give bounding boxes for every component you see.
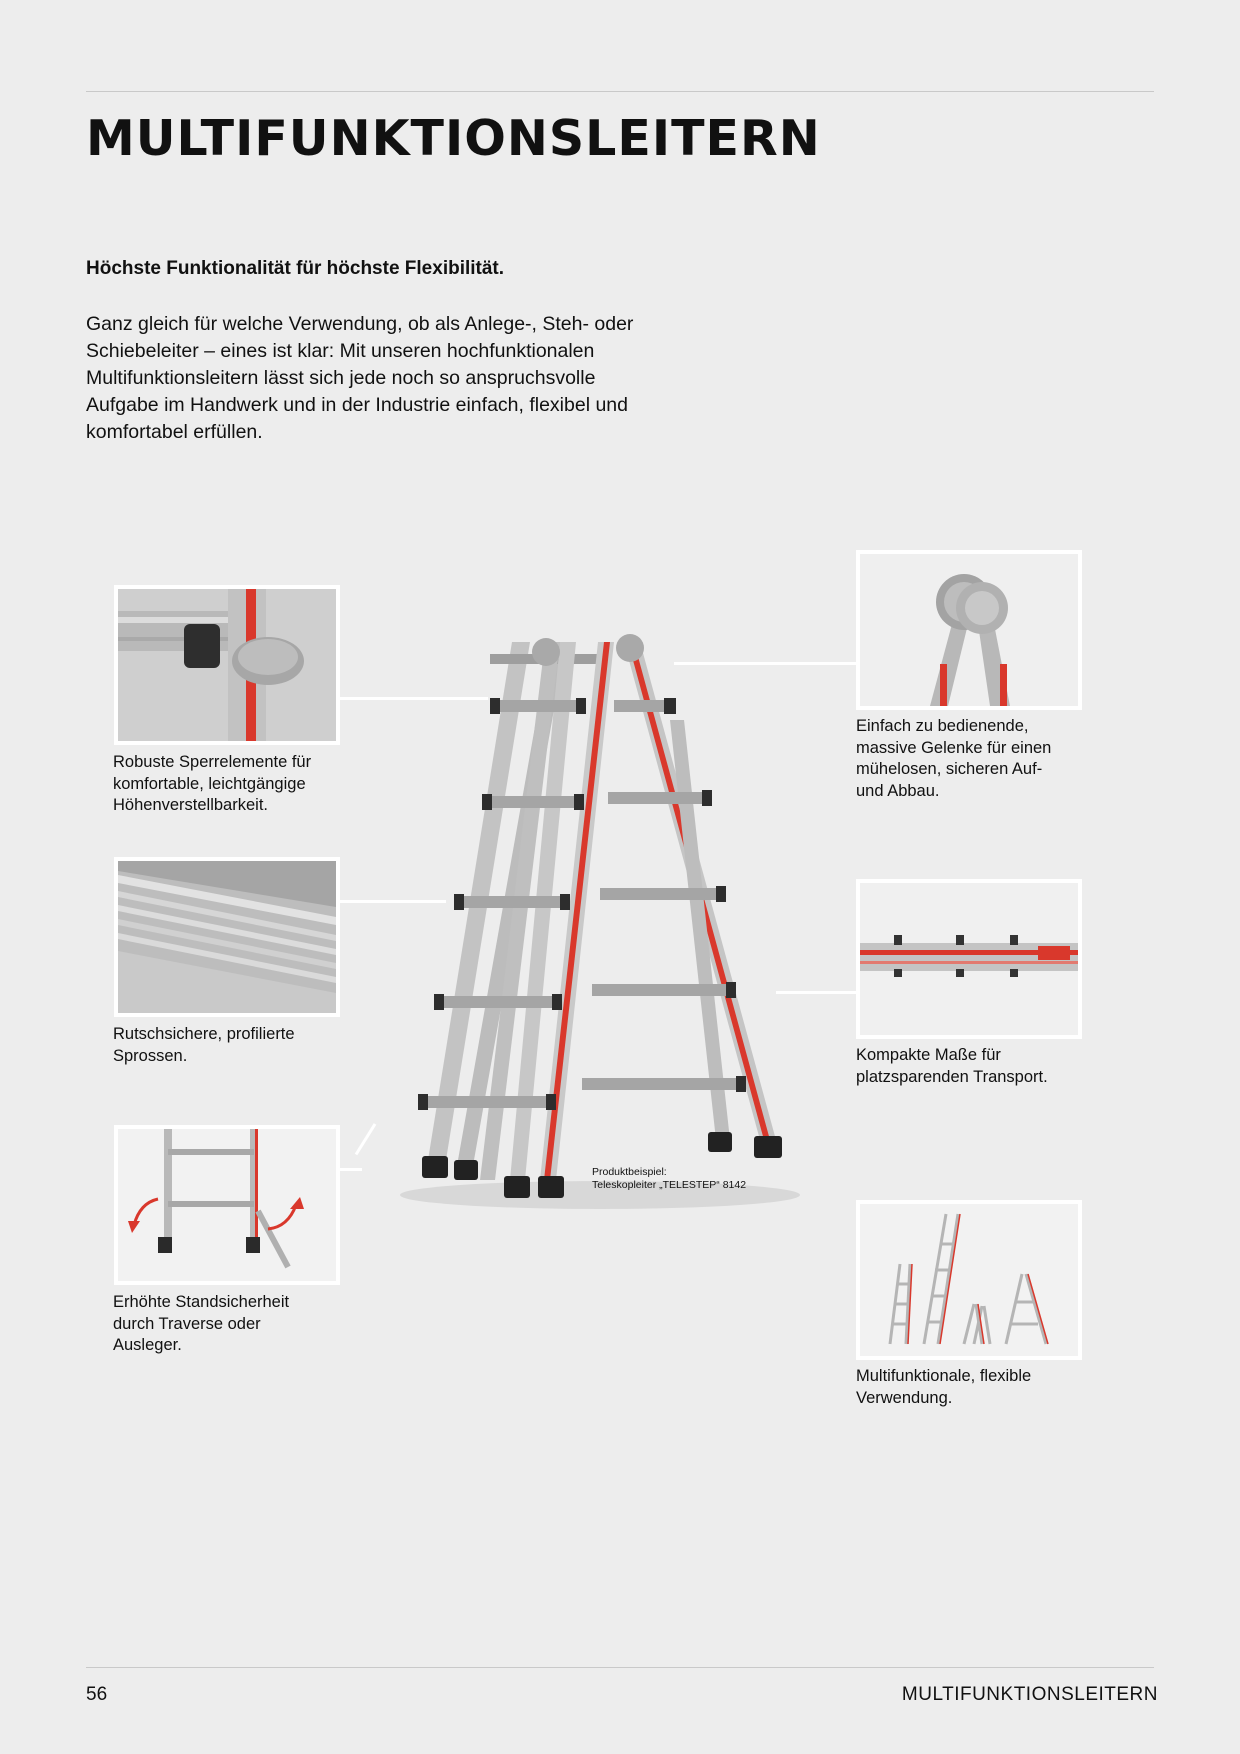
caption-line: Einfach zu bedienende, (856, 717, 1029, 735)
rungs-caption (113, 1024, 353, 1067)
locking-element-photo (114, 585, 340, 745)
compact-caption (856, 1045, 1096, 1088)
caption-line: Rutschsichere, profilierte (113, 1025, 295, 1043)
page-title: MULTIFUNKTIONSLEITERN (86, 110, 821, 167)
product-note-line: Teleskopleiter „TELESTEP“ 8142 (592, 1179, 747, 1191)
caption-line: mühelosen, sicheren Auf- (856, 760, 1043, 778)
caption-line: Verwendung. (856, 1388, 953, 1407)
caption-line: Robuste Sperrelemente für (113, 753, 312, 771)
product-note-line: Produktbeispiel: (592, 1166, 667, 1178)
product-example-note (592, 1166, 746, 1192)
versatile-caption (856, 1366, 1096, 1409)
page-number: 56 (86, 1684, 108, 1705)
caption-line: Erhöhte Standsicherheit (113, 1293, 290, 1311)
caption-line: Sprossen. (113, 1046, 188, 1065)
compact-dimensions-photo (856, 879, 1082, 1039)
joint-photo (856, 550, 1082, 710)
stability-caption (113, 1292, 353, 1357)
configurations-photo (856, 1200, 1082, 1360)
lead-text: Höchste Funktionalität für höchste Flexibilität. (86, 258, 505, 279)
caption-line: komfortable, leichtgängige (113, 774, 306, 793)
caption-line: durch Traverse oder (113, 1314, 261, 1333)
intro-line: Multifunktionsleitern lässt sich jede noch so anspruchsvolle (86, 367, 596, 389)
stabilizer-photo (114, 1125, 340, 1285)
rung-profile-photo (114, 857, 340, 1017)
intro-line: Aufgabe im Handwerk und in der Industrie einfach, flexibel und (86, 394, 628, 416)
caption-line: Höhenverstellbarkeit. (113, 796, 268, 814)
locking-caption (113, 752, 353, 817)
caption-line: Ausleger. (113, 1336, 182, 1354)
footer-rule (86, 1667, 1154, 1668)
caption-line: platzsparenden Transport. (856, 1067, 1048, 1086)
connector-line (340, 1168, 362, 1171)
caption-line: und Abbau. (856, 781, 940, 800)
caption-line: Multifunktionale, flexible (856, 1367, 1032, 1385)
caption-line: Kompakte Maße für (856, 1046, 1001, 1064)
caption-line: massive Gelenke für einen (856, 738, 1052, 757)
top-rule (86, 91, 1154, 92)
intro-paragraph (86, 311, 686, 446)
footer-section-title: MULTIFUNKTIONSLEITERN (901, 1684, 1158, 1705)
intro-line: Schiebeleiter – eines ist klar: Mit unseren hochfunktionalen (86, 340, 595, 362)
joints-caption (856, 716, 1096, 802)
ladder-product-image (370, 620, 830, 1220)
intro-line: Ganz gleich für welche Verwendung, ob als Anlege-, Steh- oder (86, 313, 634, 335)
intro-line: komfortabel erfüllen. (86, 421, 263, 443)
